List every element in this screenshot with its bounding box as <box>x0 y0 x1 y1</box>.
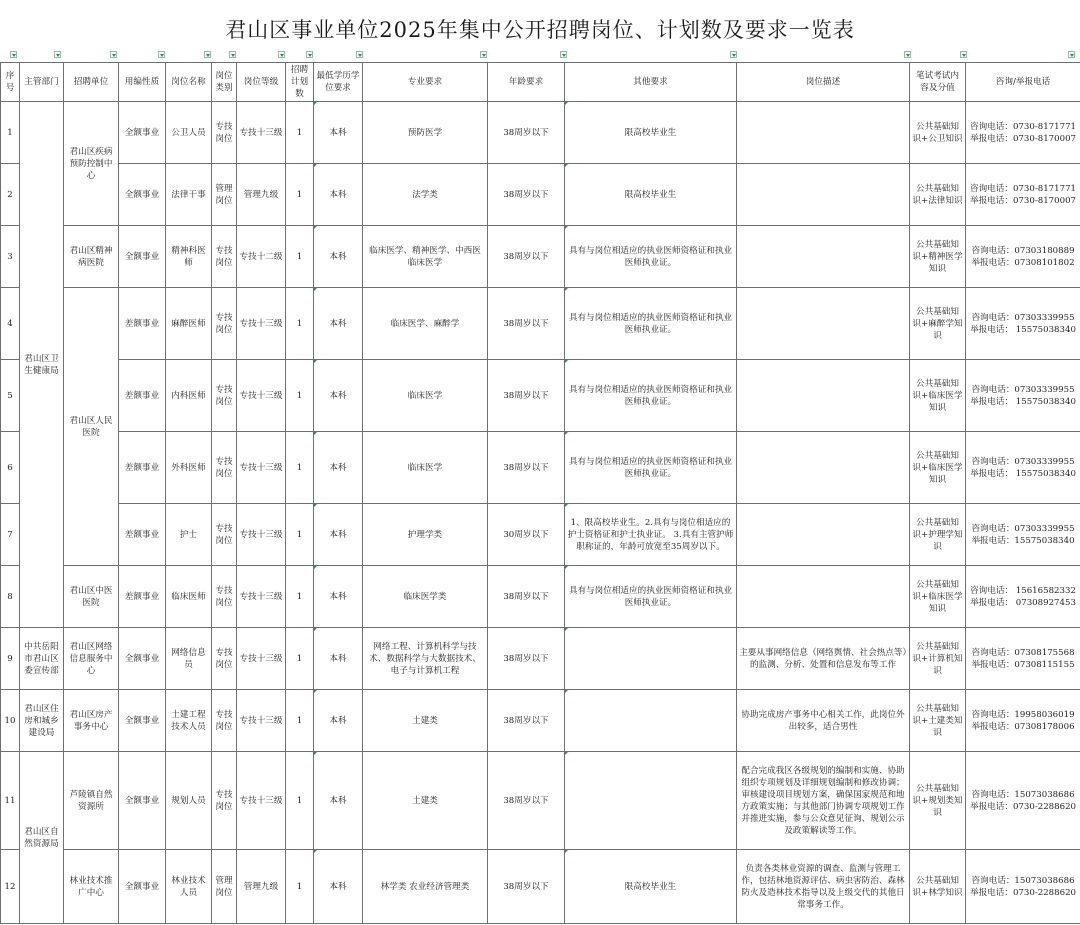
count-cell: 1 <box>286 288 314 360</box>
filter-dropdown-icon[interactable] <box>560 51 567 58</box>
exam-cell: 公共基础知识+林学知识 <box>910 850 966 924</box>
count-cell: 1 <box>286 690 314 752</box>
education-cell: 本科 <box>314 690 363 752</box>
phone-cell: 咨询电话：07308175568 举报电话：07308115155 <box>966 628 1080 690</box>
table-row[interactable] <box>1 102 1080 164</box>
major-cell: 护理学类 <box>363 504 488 566</box>
filter-dropdown-icon[interactable] <box>278 51 285 58</box>
count-cell: 1 <box>286 752 314 850</box>
exam-cell: 公共基础知识+临床医学知识 <box>910 566 966 628</box>
age-cell: 38周岁以下 <box>488 432 565 504</box>
post-cell: 网络信息员 <box>166 628 212 690</box>
table-row[interactable] <box>1 504 1080 566</box>
post-cell: 土建工程技术人员 <box>166 690 212 752</box>
filter-dropdown-icon[interactable] <box>110 51 117 58</box>
phone-cell: 咨询电话：15073038686 举报电话：0730-2288620 <box>966 752 1080 850</box>
major-cell: 临床医学、麻醉学 <box>363 288 488 360</box>
major-cell: 林学类 农业经济管理类 <box>363 850 488 924</box>
row-number: 5 <box>1 360 20 432</box>
major-cell: 土建类 <box>363 752 488 850</box>
phone-cell: 咨询电话：07303339955 举报电话： 15575038340 <box>966 288 1080 360</box>
count-cell: 1 <box>286 850 314 924</box>
other-req-cell: 具有与岗位相适应的执业医师资格证和执业医师执业证。 <box>565 432 737 504</box>
category-cell: 专技岗位 <box>212 360 237 432</box>
filter-dropdown-icon[interactable] <box>480 51 487 58</box>
count-cell: 1 <box>286 360 314 432</box>
header-cell: 咨询/举报电话 <box>966 63 1080 102</box>
filter-dropdown-icon[interactable] <box>960 51 967 58</box>
other-req-cell: 1、限高校毕业生。2.具有与岗位相适应的护士资格证和护士执业证。 3.具有主管护师职称证的，年龄可放宽至35周岁以下。 <box>565 504 737 566</box>
exam-cell: 公共基础知识+规划类知识 <box>910 752 966 850</box>
description-cell: 配合完成我区各级规划的编制和实施、协助组织专项规划及详细规划编制和修改协调；审核建设项目规划方案，确保国家规范和地方政策实施；与其他部门协调专项规划工作并推进实施，参与公众意见征询、规划公示及政策解读等工作。 <box>737 752 910 850</box>
description-cell <box>737 288 910 360</box>
phone-cell: 咨询电话：07303339955 举报电话：15575038340 <box>966 504 1080 566</box>
row-number: 9 <box>1 628 20 690</box>
header-cell: 岗位等级 <box>237 63 286 102</box>
table-row[interactable] <box>1 360 1080 432</box>
post-cell: 麻醉医师 <box>166 288 212 360</box>
education-cell: 本科 <box>314 360 363 432</box>
major-cell: 网络工程、计算机科学与技术、数据科学与大数据技术、电子与计算机工程 <box>363 628 488 690</box>
level-cell: 管理九级 <box>237 850 286 924</box>
row-number: 11 <box>1 752 20 850</box>
header-cell: 序号 <box>1 63 20 102</box>
age-cell: 38周岁以下 <box>488 288 565 360</box>
row-number: 2 <box>1 164 20 226</box>
nature-cell: 差额事业 <box>119 566 166 628</box>
row-number: 10 <box>1 690 20 752</box>
category-cell: 专技岗位 <box>212 102 237 164</box>
other-req-cell: 限高校毕业生 <box>565 102 737 164</box>
nature-cell: 全额事业 <box>119 752 166 850</box>
filter-dropdown-icon[interactable] <box>54 51 61 58</box>
header-row <box>1 63 1080 102</box>
nature-cell: 差额事业 <box>119 288 166 360</box>
header-cell: 招聘单位 <box>64 63 119 102</box>
filter-dropdown-icon[interactable] <box>10 51 17 58</box>
unit-cell: 君山区疾病预防控制中心 <box>64 102 119 226</box>
major-cell: 土建类 <box>363 690 488 752</box>
age-cell: 38周岁以下 <box>488 752 565 850</box>
filter-dropdown-icon[interactable] <box>1068 51 1075 58</box>
post-cell: 公卫人员 <box>166 102 212 164</box>
description-cell <box>737 566 910 628</box>
nature-cell: 全额事业 <box>119 226 166 288</box>
header-cell: 主管部门 <box>20 63 64 102</box>
header-cell: 招聘计划数 <box>286 63 314 102</box>
level-cell: 专技十三级 <box>237 360 286 432</box>
unit-cell: 君山区房产事务中心 <box>64 690 119 752</box>
other-req-cell <box>565 690 737 752</box>
row-number: 8 <box>1 566 20 628</box>
post-cell: 精神科医师 <box>166 226 212 288</box>
count-cell: 1 <box>286 628 314 690</box>
filter-dropdown-icon[interactable] <box>204 51 211 58</box>
other-req-cell <box>565 752 737 850</box>
category-cell: 专技岗位 <box>212 226 237 288</box>
row-number: 7 <box>1 504 20 566</box>
table-row[interactable] <box>1 288 1080 360</box>
education-cell: 本科 <box>314 164 363 226</box>
filter-dropdown-icon[interactable] <box>229 51 236 58</box>
description-cell: 主要从事网络信息（网络舆情、社会热点等）的监测、分析、处置和信息发布等工作 <box>737 628 910 690</box>
table-row[interactable] <box>1 164 1080 226</box>
age-cell: 30周岁以下 <box>488 504 565 566</box>
description-cell <box>737 504 910 566</box>
level-cell: 专技十三级 <box>237 504 286 566</box>
unit-cell: 君山区人民医院 <box>64 288 119 566</box>
nature-cell: 差额事业 <box>119 504 166 566</box>
category-cell: 专技岗位 <box>212 628 237 690</box>
level-cell: 专技十三级 <box>237 432 286 504</box>
exam-cell: 公共基础知识+精神医学知识 <box>910 226 966 288</box>
education-cell: 本科 <box>314 432 363 504</box>
nature-cell: 差额事业 <box>119 360 166 432</box>
exam-cell: 公共基础知识+计算机知识 <box>910 628 966 690</box>
exam-cell: 公共基础知识+土建类知识 <box>910 690 966 752</box>
phone-cell: 咨询电话：07303180889 举报电话：07308101802 <box>966 226 1080 288</box>
major-cell: 临床医学 <box>363 432 488 504</box>
dept-cell: 中共岳阳市君山区委宣传部 <box>20 628 64 690</box>
header-cell: 笔试考试内容及分值 <box>910 63 966 102</box>
level-cell: 专技十三级 <box>237 288 286 360</box>
header-cell: 岗位名称 <box>166 63 212 102</box>
dept-cell: 君山区自然资源局 <box>20 752 64 924</box>
other-req-cell: 限高校毕业生 <box>565 850 737 924</box>
header-cell: 其他要求 <box>565 63 737 102</box>
age-cell: 38周岁以下 <box>488 360 565 432</box>
count-cell: 1 <box>286 226 314 288</box>
header-cell: 最低学历学位要求 <box>314 63 363 102</box>
exam-cell: 公共基础知识+公卫知识 <box>910 102 966 164</box>
row-number: 12 <box>1 850 20 924</box>
exam-cell: 公共基础知识+麻醉学知识 <box>910 288 966 360</box>
category-cell: 专技岗位 <box>212 288 237 360</box>
row-number: 6 <box>1 432 20 504</box>
page-title: 君山区事业单位2025年集中公开招聘岗位、计划数及要求一览表 <box>225 18 855 42</box>
education-cell: 本科 <box>314 504 363 566</box>
exam-cell: 公共基础知识+临床医学知识 <box>910 432 966 504</box>
description-cell: 负责各类林业资源的调查、监测与管理工作，包括林地资源评估、病虫害防治、森林防火及造林技术指导以及上级交代的其他日常事务工作。 <box>737 850 910 924</box>
post-cell: 护士 <box>166 504 212 566</box>
other-req-cell: 具有与岗位相适应的执业医师资格证和执业医师执业证。 <box>565 226 737 288</box>
table-row[interactable] <box>1 690 1080 752</box>
other-req-cell: 具有与岗位相适应的执业医师资格证和执业医师执业证。 <box>565 288 737 360</box>
education-cell: 本科 <box>314 628 363 690</box>
unit-cell: 君山区中医医院 <box>64 566 119 628</box>
exam-cell: 公共基础知识+护理学知识 <box>910 504 966 566</box>
post-cell: 法律干事 <box>166 164 212 226</box>
nature-cell: 全额事业 <box>119 850 166 924</box>
post-cell: 规划人员 <box>166 752 212 850</box>
education-cell: 本科 <box>314 288 363 360</box>
count-cell: 1 <box>286 102 314 164</box>
nature-cell: 全额事业 <box>119 164 166 226</box>
header-cell: 年龄要求 <box>488 63 565 102</box>
phone-cell: 咨询电话：0730-8171771 举报电话：0730-8170007 <box>966 164 1080 226</box>
major-cell: 临床医学、精神医学、中西医临床医学 <box>363 226 488 288</box>
description-cell <box>737 164 910 226</box>
dept-cell: 君山区卫生健康局 <box>20 102 64 628</box>
filter-dropdown-icon[interactable] <box>306 51 313 58</box>
filter-dropdown-icon[interactable] <box>158 51 165 58</box>
other-req-cell: 具有与岗位相适应的执业医师资格证和执业医师执业证。 <box>565 360 737 432</box>
education-cell: 本科 <box>314 102 363 164</box>
level-cell: 专技十三级 <box>237 566 286 628</box>
header-cell: 岗位描述 <box>737 63 910 102</box>
major-cell: 法学类 <box>363 164 488 226</box>
category-cell: 专技岗位 <box>212 504 237 566</box>
table-row[interactable] <box>1 628 1080 690</box>
category-cell: 专技岗位 <box>212 690 237 752</box>
age-cell: 38周岁以下 <box>488 164 565 226</box>
phone-cell: 咨询电话：15073038686 举报电话：0730-2288620 <box>966 850 1080 924</box>
description-cell <box>737 226 910 288</box>
category-cell: 专技岗位 <box>212 566 237 628</box>
unit-cell: 君山区精神病医院 <box>64 226 119 288</box>
post-cell: 林业技术人员 <box>166 850 212 924</box>
level-cell: 专技十三级 <box>237 690 286 752</box>
other-req-cell: 限高校毕业生 <box>565 164 737 226</box>
category-cell: 专技岗位 <box>212 432 237 504</box>
age-cell: 38周岁以下 <box>488 226 565 288</box>
education-cell: 本科 <box>314 566 363 628</box>
phone-cell: 咨询电话：0730-8171771 举报电话：0730-8170007 <box>966 102 1080 164</box>
recruitment-table <box>0 62 1080 924</box>
age-cell: 38周岁以下 <box>488 690 565 752</box>
dept-cell: 君山区住房和城乡建设局 <box>20 690 64 752</box>
post-cell: 临床医师 <box>166 566 212 628</box>
row-number: 3 <box>1 226 20 288</box>
unit-cell: 君山区网络信息服务中心 <box>64 628 119 690</box>
age-cell: 38周岁以下 <box>488 850 565 924</box>
table-row[interactable] <box>1 226 1080 288</box>
table-row[interactable] <box>1 432 1080 504</box>
row-number: 4 <box>1 288 20 360</box>
age-cell: 38周岁以下 <box>488 566 565 628</box>
level-cell: 专技十二级 <box>237 226 286 288</box>
level-cell: 专技十三级 <box>237 102 286 164</box>
description-cell <box>737 360 910 432</box>
nature-cell: 全额事业 <box>119 690 166 752</box>
age-cell: 38周岁以下 <box>488 628 565 690</box>
unit-cell: 芦陵镇自然资源所 <box>64 752 119 850</box>
other-req-cell: 具有与岗位相适应的执业医师资格证和执业医师执业证。 <box>565 566 737 628</box>
age-cell: 38周岁以下 <box>488 102 565 164</box>
phone-cell: 咨询电话：07303339955 举报电话： 15575038340 <box>966 432 1080 504</box>
exam-cell: 公共基础知识+法律知识 <box>910 164 966 226</box>
description-cell <box>737 432 910 504</box>
post-cell: 内科医师 <box>166 360 212 432</box>
education-cell: 本科 <box>314 226 363 288</box>
count-cell: 1 <box>286 566 314 628</box>
nature-cell: 全额事业 <box>119 102 166 164</box>
other-req-cell <box>565 628 737 690</box>
description-cell <box>737 102 910 164</box>
level-cell: 专技十三级 <box>237 628 286 690</box>
table-row[interactable] <box>1 752 1080 850</box>
major-cell: 临床医学 <box>363 360 488 432</box>
table-row[interactable] <box>1 566 1080 628</box>
header-cell: 岗位类别 <box>212 63 237 102</box>
filter-dropdown-icon[interactable] <box>356 51 363 58</box>
count-cell: 1 <box>286 504 314 566</box>
phone-cell: 咨询电话： 15616582332 举报电话： 07308927453 <box>966 566 1080 628</box>
major-cell: 预防医学 <box>363 102 488 164</box>
post-cell: 外科医师 <box>166 432 212 504</box>
row-number: 1 <box>1 102 20 164</box>
table-row[interactable] <box>1 850 1080 924</box>
phone-cell: 咨询电话：19958036019 举报电话：07308178006 <box>966 690 1080 752</box>
level-cell: 管理九级 <box>237 164 286 226</box>
header-cell: 专业要求 <box>363 63 488 102</box>
phone-cell: 咨询电话：07303339955 举报电话： 15575038340 <box>966 360 1080 432</box>
category-cell: 管理岗位 <box>212 850 237 924</box>
count-cell: 1 <box>286 164 314 226</box>
unit-cell: 林业技术推广中心 <box>64 850 119 924</box>
description-cell: 协助完成房产事务中心相关工作，此岗位外出较多，适合男性 <box>737 690 910 752</box>
count-cell: 1 <box>286 432 314 504</box>
exam-cell: 公共基础知识+临床医学知识 <box>910 360 966 432</box>
filter-dropdown-icon[interactable] <box>904 51 911 58</box>
filter-dropdown-icon[interactable] <box>730 51 737 58</box>
filter-bar <box>0 51 1080 62</box>
level-cell: 专技十三级 <box>237 752 286 850</box>
nature-cell: 差额事业 <box>119 432 166 504</box>
header-cell: 用编性质 <box>119 63 166 102</box>
education-cell: 本科 <box>314 752 363 850</box>
category-cell: 管理岗位 <box>212 164 237 226</box>
major-cell: 临床医学类 <box>363 566 488 628</box>
nature-cell: 全额事业 <box>119 628 166 690</box>
category-cell: 专技岗位 <box>212 752 237 850</box>
education-cell: 本科 <box>314 850 363 924</box>
